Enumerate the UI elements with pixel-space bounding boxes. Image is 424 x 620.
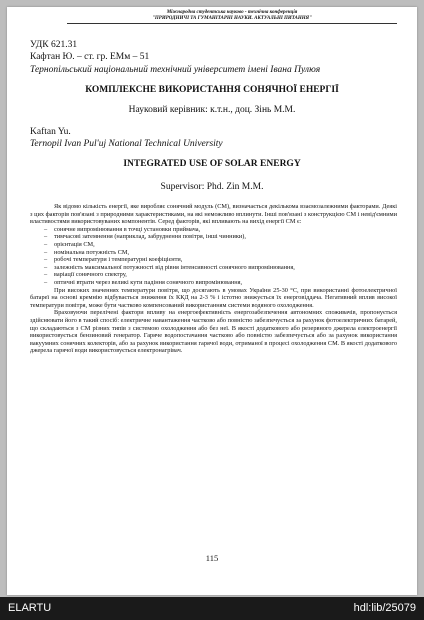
body-text xyxy=(30,203,397,355)
handle-label: hdl:lib/25079 xyxy=(353,602,416,614)
paragraph-proposal: Враховуючи перелічені фактори впливу на енергоефективність енергозабезпечення автономних споживачів, пропонується здійснювати його в такий спосіб: електричне навантаження частково або повністю забезпечується за рахунок фотоелектричних батарей, що складаються з СМ різних типів з системою охолодження або без неї. В якості додаткового або резервного джерела електроенергії використовується бензиновий генератор. Гаряче водопостачання частково або повністю забезпечується або за рахунок використання вакуумних сонячних колекторів, або за рахунок використання гарячої води, отриманої в процесі охолодження СМ. В якості додаткового джерела гарячої води використовується електронагрівач. xyxy=(30,309,397,355)
supervisor-ua: Науковий керівник: к.т.н., доц. Зінь М.М. xyxy=(128,105,296,115)
document-page xyxy=(7,7,417,595)
list-item: – залежність максимальної потужності від рівня інтенсивності сонячного випромінювання, xyxy=(30,264,397,272)
conference-header xyxy=(67,10,397,24)
list-item: – робочі температури і температурні коефіцієнти, xyxy=(30,256,397,264)
conference-title: "ПРИРОДНИЧІ ТА ГУМАНІТАРНІ НАУКИ. АКТУАЛЬНІ ПИТАННЯ" xyxy=(152,16,312,21)
header-rule xyxy=(67,23,397,24)
list-item: – номінальна потужність СМ, xyxy=(30,249,397,257)
list-item: – варіації сонячного спектру, xyxy=(30,271,397,279)
paper-title-ua: КОМПЛЕКСНЕ ВИКОРИСТАННЯ СОНЯЧНОЇ ЕНЕРГІЇ xyxy=(85,85,339,95)
list-item: – орієнтація СМ, xyxy=(30,241,397,249)
supervisor-en: Supervisor: Phd. Zin M.M. xyxy=(160,182,264,192)
repository-label: ELARTU xyxy=(8,602,52,614)
paragraph-intro: Як відомо кількість енергії, яке виробляє сонячний модуль (СМ), визначається декількома взаємозалежними факторами. Деякі з цих факторів пов'язані з природними характеристиками, на які неможливо вплинути. Інші пов'язані з конструкцією СМ і невід'ємними властивостями використовуваних компонентів. Серед факторів, які впливають на вихід енергії СМ є: xyxy=(30,203,397,226)
udk-code: УДК 621.31 xyxy=(30,40,78,50)
footer-bar xyxy=(0,597,424,620)
author-ua: Кафтан Ю. – ст. гр. ЕМм – 51 xyxy=(30,52,150,62)
conference-name: Міжнародна студентська науково - технічна конференція xyxy=(166,10,298,15)
page-number: 115 xyxy=(205,553,219,563)
institution-en: Ternopil Ivan Pul'uj National Technical University xyxy=(30,139,223,149)
list-item: – тимчасові затемнення (наприклад, забруднення повітря, інші чинники), xyxy=(30,233,397,241)
list-item: – сонячне випромінювання в точці установки приймача, xyxy=(30,226,397,234)
factors-list xyxy=(30,226,397,287)
paper-title-en: INTEGRATED USE OF SOLAR ENERGY xyxy=(123,159,301,169)
paragraph-temperature: При високих значеннях температури повітря, що досягають в умовах України 25-30 °С, при використанні фотоелектричної батареї на основі кремнію відбувається зниження їх ККД на 2-3 % і істотно знижується їх енерговіддача. Негативний вплив високої температури повітря, може бути частково компенсований використанням системи водяного охолодження. xyxy=(30,286,397,309)
institution-ua: Тернопільський національний технічний університет імені Івана Пулюя xyxy=(30,65,321,75)
list-item: – оптичні втрати через великі кути падіння сонячного випромінювання, xyxy=(30,279,397,287)
author-en: Kaftan Yu. xyxy=(30,127,71,137)
